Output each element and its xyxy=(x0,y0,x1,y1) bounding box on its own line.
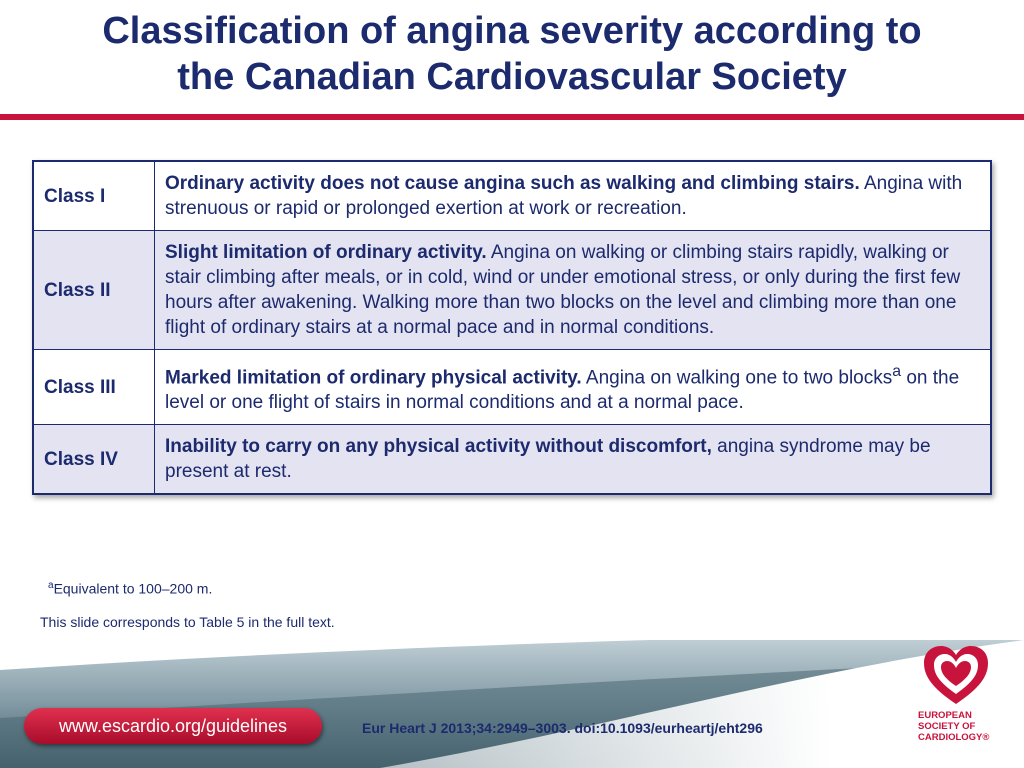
footnote-marker: a xyxy=(48,580,54,591)
class-label: Class III xyxy=(33,350,155,425)
description-lead: Slight limitation of ordinary activity. xyxy=(165,242,487,263)
table-row xyxy=(33,425,991,495)
class-description xyxy=(155,231,992,350)
description-rest: Angina on walking or climbing stairs rapidly, walking or stair climbing after meals, or in cold, wind or under emotional stress, or only during the first few hours after awakening. Walking more than two blocks on the level and climbing more than one flight of ordinary stairs at a normal pace and in normal conditions. xyxy=(165,242,961,338)
slide-reference-note: This slide corresponds to Table 5 in the full text. xyxy=(40,614,335,630)
description-rest-after: on the level or one flight of stairs in normal conditions and at a normal pace. xyxy=(165,367,960,414)
description-rest-before: Angina on walking one to two blocks xyxy=(581,367,893,389)
esc-logo-text xyxy=(918,710,1008,743)
table-row xyxy=(33,350,991,425)
esc-heart-logo-icon xyxy=(922,644,990,708)
angina-classification-table xyxy=(32,160,992,495)
footnote-text: Equivalent to 100–200 m. xyxy=(53,580,213,597)
guidelines-url-link[interactable]: www.escardio.org/guidelines xyxy=(24,708,322,744)
description-lead: Marked limitation of ordinary physical activity. xyxy=(165,367,582,389)
table-row xyxy=(33,231,991,350)
table-row xyxy=(33,161,991,231)
description-lead: Ordinary activity does not cause angina such as walking and climbing stairs. xyxy=(165,173,860,194)
logo-line: EUROPEAN xyxy=(918,710,972,721)
class-label: Class IV xyxy=(33,425,155,495)
title-line-1: Classification of angina severity according to xyxy=(102,10,922,52)
class-description xyxy=(155,350,992,425)
footer-wave-background xyxy=(0,640,1024,768)
title-divider xyxy=(0,114,1024,120)
class-label: Class II xyxy=(33,231,155,350)
footnote xyxy=(48,580,212,597)
class-label: Class I xyxy=(33,161,155,231)
description-lead: Inability to carry on any physical activity without discomfort, xyxy=(165,436,712,458)
class-description xyxy=(155,161,992,231)
footnote-marker: a xyxy=(892,363,902,380)
title-line-2: the Canadian Cardiovascular Society xyxy=(177,56,847,98)
logo-line: CARDIOLOGY® xyxy=(918,732,990,743)
description-rest: angina syndrome may be present at rest. xyxy=(165,436,931,483)
slide-title xyxy=(0,8,1024,100)
class-description xyxy=(155,425,992,495)
angina-classification-table-wrapper xyxy=(32,160,992,495)
journal-citation: Eur Heart J 2013;34:2949–3003. doi:10.1093/eurheartj/eht296 xyxy=(362,720,763,736)
logo-line: SOCIETY OF xyxy=(918,721,976,732)
description-rest: Angina with strenuous or rapid or prolonged exertion at work or recreation. xyxy=(165,173,963,219)
